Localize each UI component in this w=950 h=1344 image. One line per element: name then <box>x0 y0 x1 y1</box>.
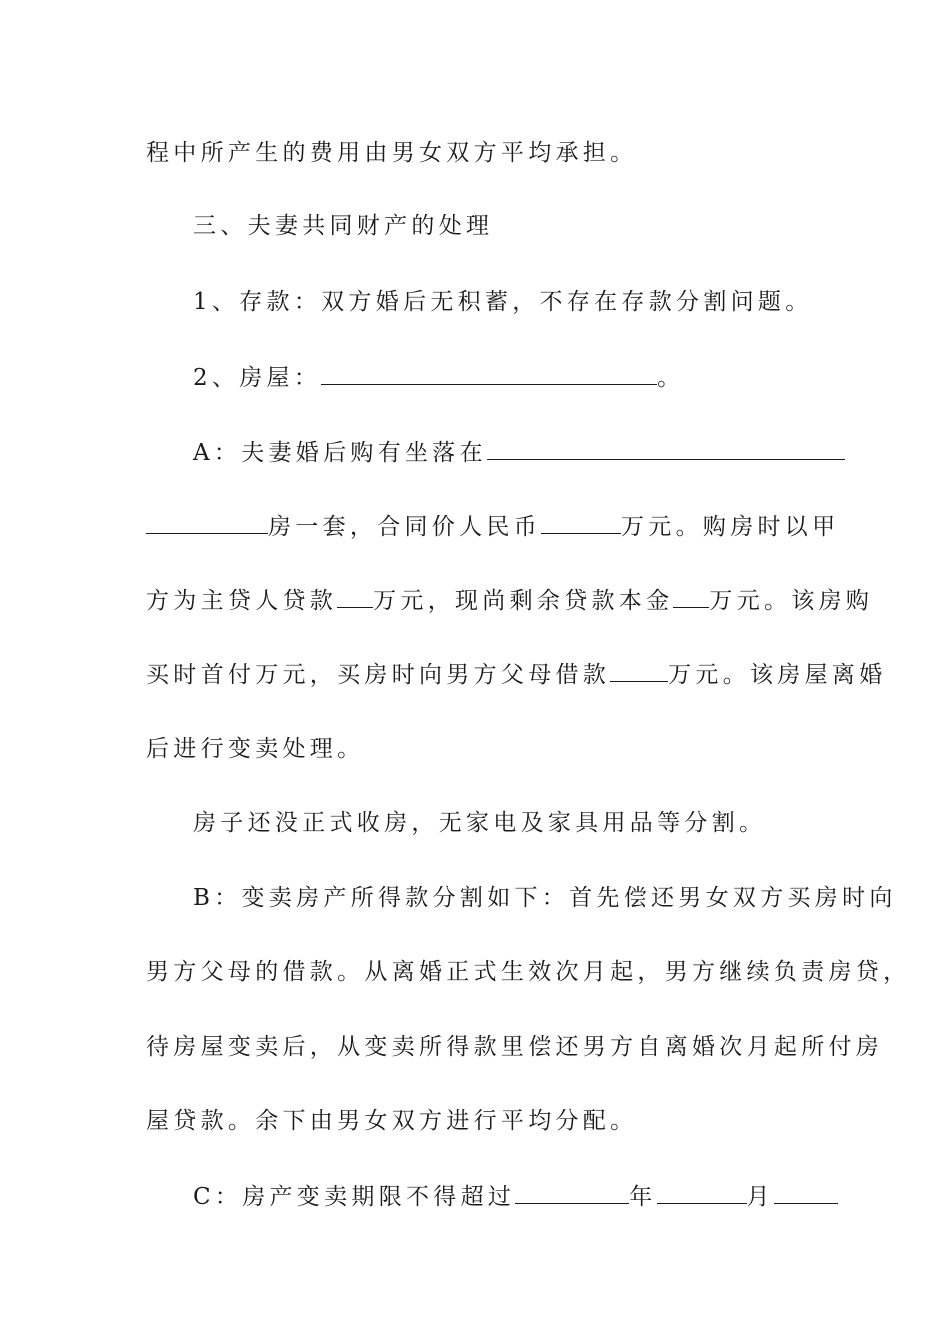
clause-text: 月 <box>746 1184 774 1210</box>
paragraph-line <box>193 362 684 393</box>
blank-field <box>146 511 268 534</box>
clause-text: A：夫妻婚后购有坐落在 <box>193 440 487 466</box>
clause-text: 万元。购房时以甲 <box>621 514 840 540</box>
paragraph-line <box>146 585 873 616</box>
paragraph-line: 屋贷款。余下由男女双方进行平均分配。 <box>146 1108 638 1134</box>
blank-field <box>541 511 621 534</box>
blank-field <box>487 437 845 460</box>
paragraph-line: 待房屋变卖后，从变卖所得款里偿还男方自离婚次月起所付房 <box>146 1034 884 1060</box>
clause-text: 房一套，合同价人民币 <box>268 514 541 540</box>
clause-text: 万元。该房屋离婚 <box>668 662 887 688</box>
clause-label: 2、房屋： <box>193 365 322 391</box>
blank-field <box>515 1181 629 1204</box>
clause-text: 。 <box>657 365 685 391</box>
paragraph-line: 后进行变卖处理。 <box>146 736 365 762</box>
paragraph-line: 程中所产生的费用由男女双方平均承担。 <box>146 140 638 166</box>
blank-field <box>321 362 657 385</box>
clause-text: 买时首付万元，买房时向男方父母借款 <box>146 662 611 688</box>
paragraph-line: B：变卖房产所得款分割如下：首先偿还男女双方买房时向 <box>193 885 897 911</box>
blank-field <box>337 585 373 608</box>
clause-text: 万元。该房购 <box>709 588 874 614</box>
clause-text: 万元，现尚剩余贷款本金 <box>373 588 674 614</box>
paragraph-line <box>193 437 845 468</box>
blank-field <box>610 659 668 682</box>
blank-field <box>774 1181 838 1204</box>
paragraph-line <box>193 1181 838 1212</box>
blank-field <box>673 585 709 608</box>
clause-text: 年 <box>629 1184 657 1210</box>
section-heading: 三、夫妻共同财产的处理 <box>193 213 494 239</box>
clause-text: C：房产变卖期限不得超过 <box>193 1184 516 1210</box>
blank-field <box>657 1181 747 1204</box>
paragraph-line: 男方父母的借款。从离婚正式生效次月起，男方继续负责房贷， <box>146 959 911 985</box>
paragraph-line <box>146 511 839 542</box>
paragraph-line: 房子还没正式收房，无家电及家具用品等分割。 <box>193 810 767 836</box>
paragraph-line: 1、存款：双方婚后无积蓄，不存在存款分割问题。 <box>193 289 813 315</box>
paragraph-line <box>146 659 887 690</box>
clause-text: 方为主贷人贷款 <box>146 588 338 614</box>
